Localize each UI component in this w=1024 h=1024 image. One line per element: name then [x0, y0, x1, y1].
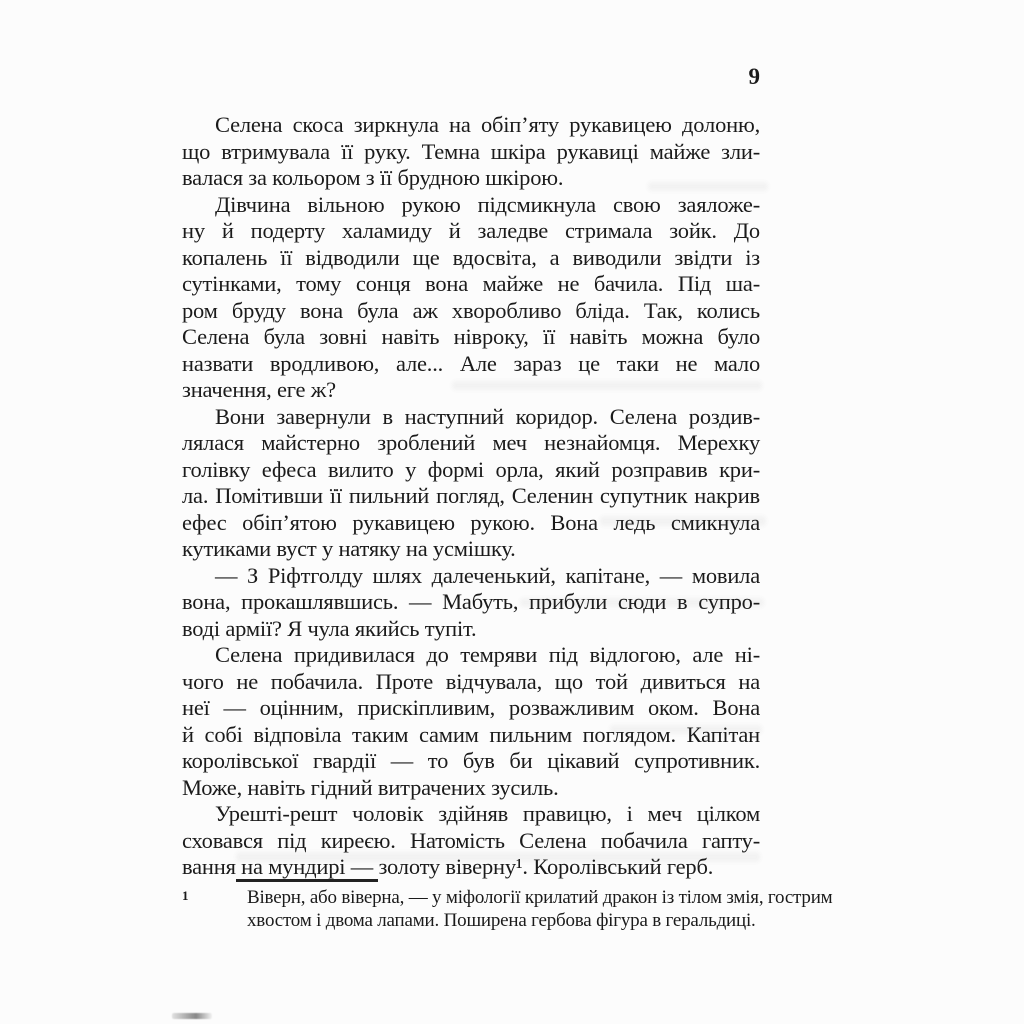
text-line: й собі відповіла таким самим пильним поглядом. Капітан	[182, 721, 760, 747]
text-line: вона, прокашлявшись. — Мабуть, прибули сюди в супро-	[182, 589, 760, 614]
text-line: валася за кольором з її брудною шкірою.	[182, 165, 564, 190]
text-line: голівку ефеса вилито у формі орла, який розправив кри-	[182, 456, 760, 482]
paragraph	[182, 801, 760, 881]
text-line: неї — оцінним, прискіпливим, розважливим оком. Вона	[182, 695, 760, 720]
text-line: королівської гвардії — то був би цікавий супротивник.	[182, 748, 760, 773]
text-line: ну й подерту халамиду й заледве стримала зойк. До	[182, 218, 760, 243]
text-line: Селена скоса зиркнула на обіп’яту рукавицею долоню,	[215, 112, 760, 137]
text-line: що втримувала її руку. Темна шкіра рукавиці майже зли-	[182, 138, 760, 164]
text-line: ла. Помітивши її пильний погляд, Селенин супутник накрив	[182, 483, 760, 508]
text-line: сутінками, тому сонця вона майже не бачила. Під ша-	[182, 271, 760, 296]
paragraph	[182, 642, 760, 801]
text-line: Селена була зовні навіть нівроку, її навіть можна було	[182, 324, 760, 349]
text-line: Може, навіть гідний витрачених зусиль.	[182, 774, 559, 800]
text-line: — З Ріфтголду шлях далеченький, капітане, — мовила	[215, 562, 760, 588]
text-line: Вони завернули в наступний коридор. Селена роздив-	[215, 403, 760, 429]
footnote-marker: 1	[182, 888, 189, 903]
text-line: воді армії? Я чула якийсь тупіт.	[182, 615, 477, 641]
text-line: ром бруду вона була аж хворобливо бліда. Так, колись	[182, 297, 760, 323]
paragraph-dialogue	[182, 563, 760, 643]
text-line: сховався під киреєю. Натомість Селена побачила гапту-	[182, 827, 760, 853]
paragraph	[182, 192, 760, 404]
text-line: Урешті-решт чоловік здійняв правицю, і меч цілком	[215, 801, 760, 826]
text-line: Селена придивилася до темряви під відлогою, але ні-	[215, 642, 760, 667]
text-line: кутиками вуст у натяку на усмішку.	[182, 536, 516, 561]
scan-smudge-artifact	[172, 1013, 212, 1019]
text-line: копалень її відводили ще вдосвіта, а виводили звідти із	[182, 244, 760, 270]
text-line: лялася майстерно зроблений меч незнайомця. Мерехку	[182, 430, 760, 455]
text-line: чого не побачила. Проте відчувала, що той дивиться на	[182, 668, 760, 694]
paragraph	[182, 404, 760, 563]
text-line: вання на мундирі — золоту віверну¹. Королівський герб.	[182, 854, 714, 879]
footnote	[182, 886, 833, 932]
page-number: 9	[748, 64, 760, 89]
text-line: значення, еге ж?	[182, 377, 336, 402]
footnote-separator	[236, 879, 378, 882]
text-line: назвати вродливою, але... Але зараз це таки не мало	[182, 350, 760, 376]
footnote-line: Віверн, або віверна, — у міфології крилатий дракон із тілом змія, гострим	[247, 887, 833, 908]
text-line: ефес обіп’ятою рукавицею рукою. Вона ледь смикнула	[182, 509, 760, 535]
text-line: Дівчина вільною рукою підсмикнула свою заяложе-	[215, 191, 760, 217]
page-body	[182, 112, 760, 881]
paragraph	[182, 112, 760, 192]
footnote-line: хвостом і двома лапами. Поширена гербова фігура в геральдиці.	[247, 910, 756, 931]
